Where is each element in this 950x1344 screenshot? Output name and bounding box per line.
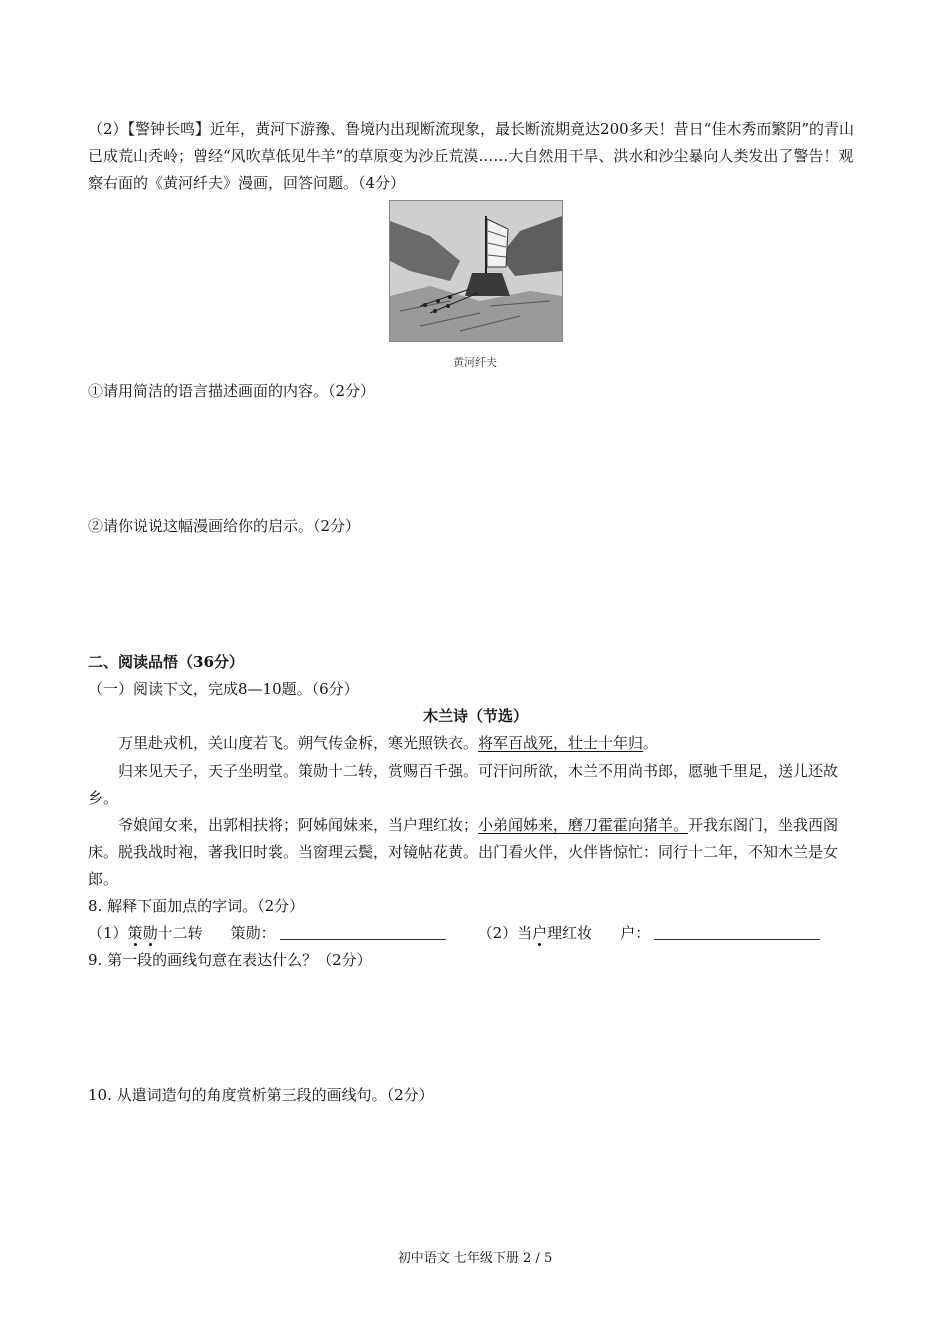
q8-stem: 8. 解释下面加点的字词。（2分） (88, 897, 305, 915)
q8-item1-answer-blank[interactable] (280, 923, 446, 940)
q8-item1-label: 策勋： (230, 924, 276, 942)
poem-para-3-underlined: 小弟闻姊来，磨刀霍霍向猪羊。 (478, 816, 689, 834)
part1-instruction: （一）阅读下文，完成8—10题。（6分） (88, 680, 359, 698)
q7-2-sub1: ①请用简洁的语言描述画面的内容。（2分） (88, 382, 376, 400)
cartoon-image (389, 200, 563, 342)
q10-stem: 10. 从遣词造句的角度赏析第三段的画线句。（2分） (88, 1086, 434, 1104)
q8-item2-label: 户： (620, 924, 651, 942)
poem-para-1-underlined: 将军百战死，壮士十年归 (478, 734, 644, 752)
q8-items (88, 920, 863, 947)
poem-para-1-text: 万里赴戎机，关山度若飞。朔气传金柝，寒光照铁衣。 (118, 734, 479, 752)
poem-title: 木兰诗（节选） (422, 707, 528, 725)
poem-para-3-text: 爷娘闻女来，出郭相扶将；阿姊闻妹来，当户理红妆； (118, 816, 479, 834)
poem-para-1-end: 。 (643, 734, 659, 752)
poem-para-2: 归来见天子，天子坐明堂。策勋十二转，赏赐百千强。可汗问所欲，木兰不用尚书郎，愿驰千里足，送儿还故乡。 (88, 762, 839, 807)
section-title: 二、阅读品悟（36分） (88, 653, 244, 671)
q8-item2-suffix: 理红妆 (547, 924, 593, 942)
q8-item2-answer-blank[interactable] (654, 923, 820, 940)
q8-item2-prefix: （2）当 (477, 924, 533, 942)
q8-item1-dotted-char: 策 (127, 924, 143, 942)
q8-item1-dotted-char: 勋 (142, 924, 158, 942)
q7-2-intro: （2）【警钟长鸣】近年，黄河下游豫、鲁境内出现断流现象，最长断流期竟达200多天！昔日“佳木秀而繁阴”的青山已成荒山秃岭；曾经“风吹草低见牛羊”的草原变为沙丘荒漠……大自然用干旱、洪水和沙尘暴向人类发出了警告！观察右面的《黄河纤夫》漫画，回答问题。（4分） (88, 120, 855, 192)
figure-caption: 黄河纤夫 (453, 356, 497, 369)
poem-para-3-rest: 开我东阁门，坐我西阁床。脱我战时袍，著我旧时裳。当窗理云鬓，对镜帖花黄。出门看火伴，火伴皆惊忙：同行十二年，不知木兰是女郎。 (88, 816, 839, 888)
poem-para-3 (88, 812, 863, 893)
poem-para-1 (88, 730, 863, 757)
q9-stem: 9. 第一段的画线句意在表达什么？（2分） (88, 951, 372, 969)
q7-2-sub2: ②请你说说这幅漫画给你的启示。（2分） (88, 517, 361, 535)
q8-item1-suffix: 十二转 (157, 924, 203, 942)
river-boat-illustration (390, 201, 562, 341)
q8-item1-prefix: （1） (88, 924, 128, 942)
page-footer: 初中语文 七年级下册 2 / 5 (397, 1251, 553, 1266)
q8-item2-dotted-char: 户 (532, 924, 548, 942)
